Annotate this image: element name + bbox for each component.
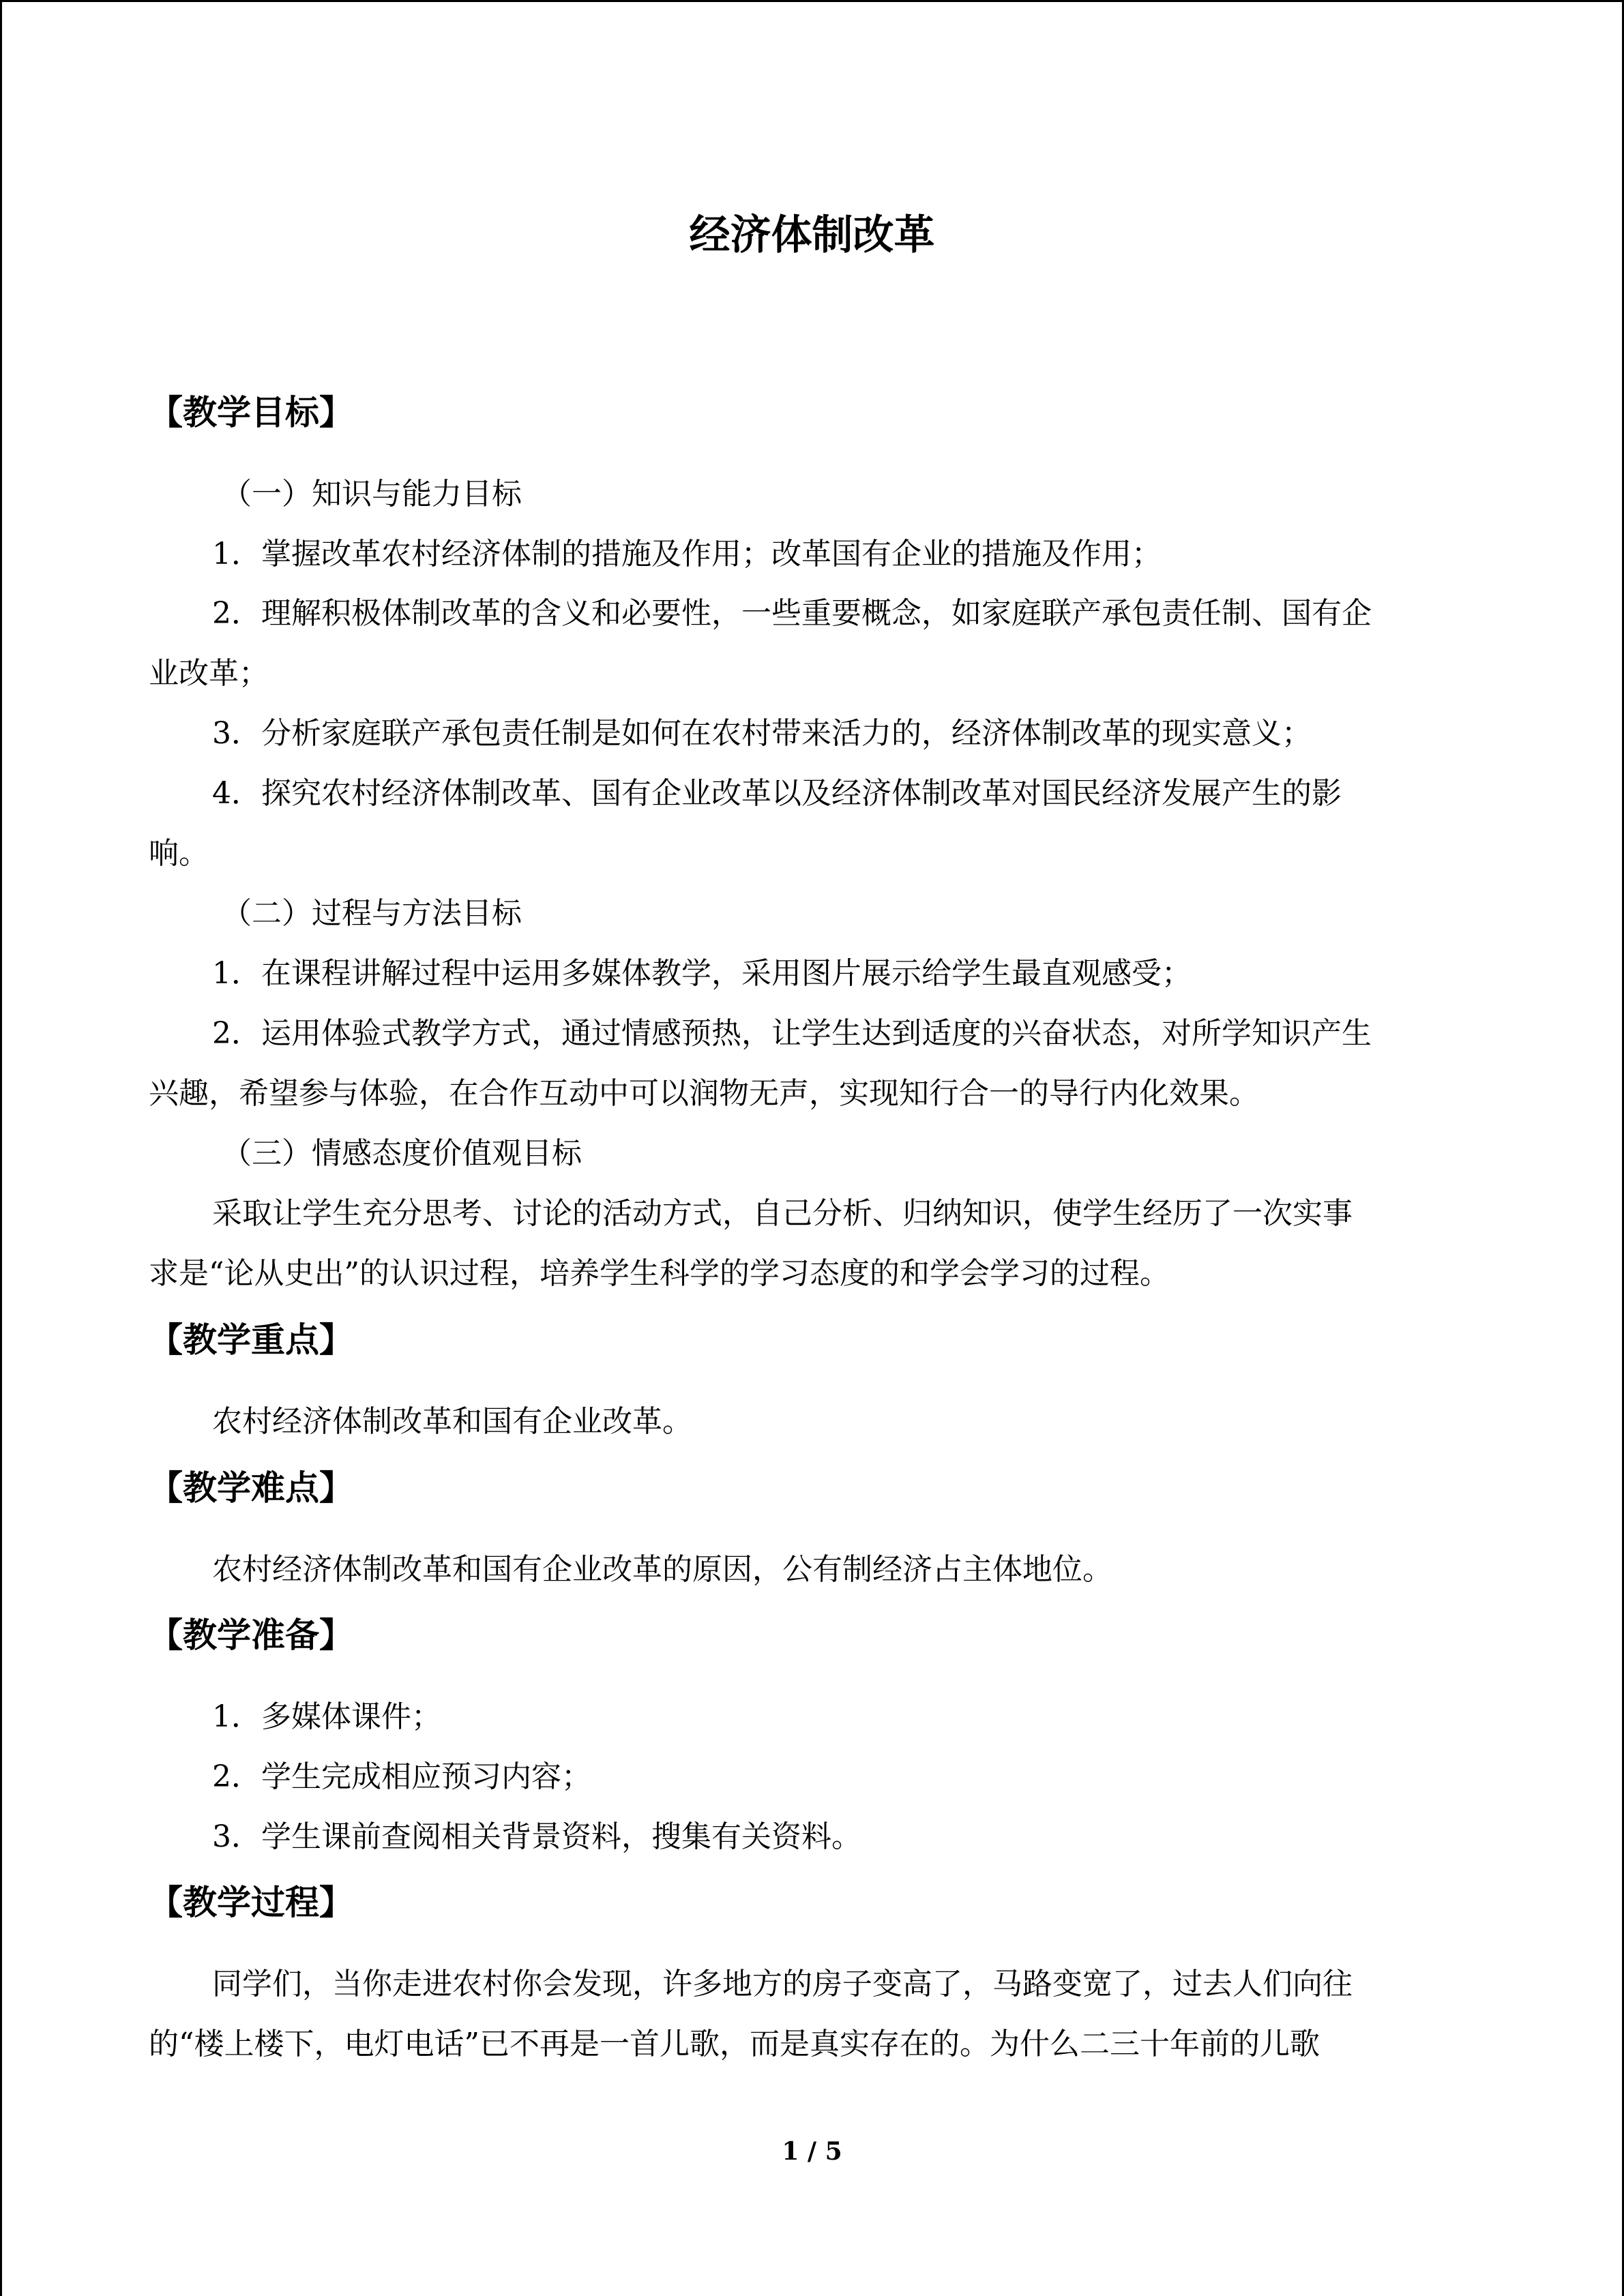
- goal-knowledge-4: 4．探究农村经济体制改革、国有企业改革以及经济体制改革对国民经济发展产生的影: [212, 776, 1342, 811]
- page-top-border: [0, 0, 1624, 2]
- subheading-process: （二）过程与方法目标: [222, 896, 522, 931]
- goal-knowledge-2: 2．理解积极体制改革的含义和必要性，一些重要概念，如家庭联产承包责任制、国有企: [212, 596, 1372, 631]
- heading-teaching-goals: 【教学目标】: [149, 393, 353, 432]
- goal-knowledge-4-cont: 响。: [149, 836, 209, 871]
- prep-item-3: 3．学生课前查阅相关背景资料，搜集有关资料。: [212, 1819, 861, 1854]
- goal-knowledge-1: 1．掌握改革农村经济体制的措施及作用；改革国有企业的措施及作用；: [212, 537, 1162, 571]
- goal-process-1: 1．在课程讲解过程中运用多媒体教学，采用图片展示给学生最直观感受；: [212, 956, 1192, 991]
- difficulties-text: 农村经济体制改革和国有企业改革的原因，公有制经济占主体地位。: [212, 1552, 1112, 1587]
- goal-knowledge-3: 3．分析家庭联产承包责任制是如何在农村带来活力的，经济体制改革的现实意义；: [212, 716, 1312, 751]
- page-left-border: [0, 0, 2, 2296]
- goal-process-2: 2．运用体验式教学方式，通过情感预热，让学生达到适度的兴奋状态，对所学知识产生: [212, 1016, 1372, 1051]
- goal-emotion-1: 采取让学生充分思考、讨论的活动方式，自己分析、归纳知识，使学生经历了一次实事: [212, 1196, 1353, 1231]
- heading-teaching-process: 【教学过程】: [149, 1883, 353, 1922]
- goal-process-2-cont: 兴趣，希望参与体验，在合作互动中可以润物无声，实现知行合一的导行内化效果。: [149, 1076, 1259, 1111]
- heading-preparation: 【教学准备】: [149, 1615, 353, 1655]
- heading-key-points: 【教学重点】: [149, 1320, 353, 1360]
- goal-emotion-1-cont: 求是“论从史出”的认识过程，培养学生科学的学习态度的和学会学习的过程。: [149, 1256, 1170, 1291]
- heading-difficulties: 【教学难点】: [149, 1468, 353, 1508]
- goal-knowledge-2-cont: 业改革；: [149, 656, 269, 691]
- prep-item-1: 1．多媒体课件；: [212, 1699, 441, 1734]
- process-paragraph-line-1: 同学们，当你走进农村你会发现，许多地方的房子变高了，马路变宽了，过去人们向往: [212, 1967, 1353, 2001]
- page-title: 经济体制改革: [689, 211, 935, 259]
- page-number: 1 / 5: [782, 2137, 842, 2166]
- prep-item-2: 2．学生完成相应预习内容；: [212, 1759, 591, 1794]
- subheading-knowledge: （一）知识与能力目标: [222, 477, 522, 511]
- process-paragraph-line-2: 的“楼上楼下，电灯电话”已不再是一首儿歌，而是真实存在的。为什么二三十年前的儿歌: [149, 2027, 1320, 2061]
- subheading-emotion: （三）情感态度价值观目标: [222, 1136, 582, 1171]
- key-points-text: 农村经济体制改革和国有企业改革。: [212, 1404, 692, 1439]
